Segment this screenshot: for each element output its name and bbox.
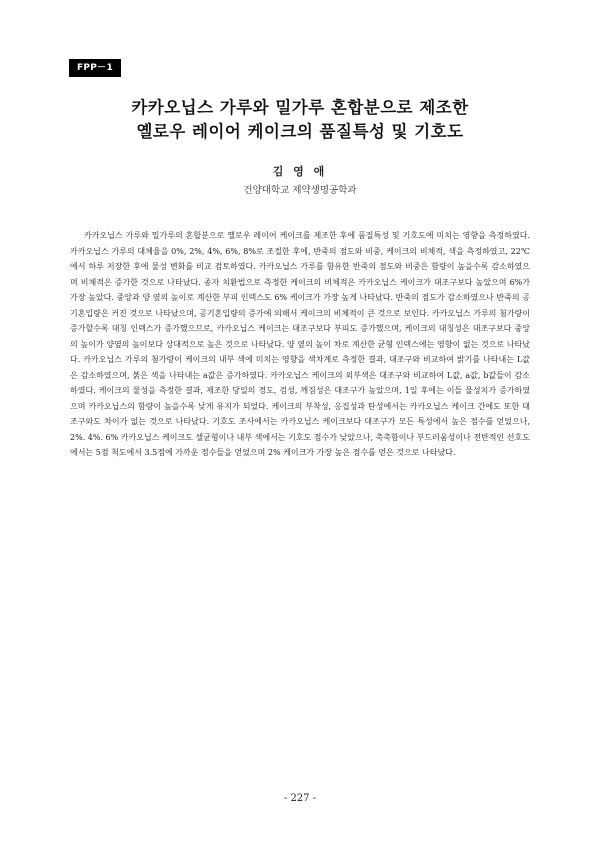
paper-title-line-2: 옐로우 레이어 케이크의 품질특성 및 기호도 — [136, 122, 464, 141]
author-affiliation: 건양대학교 제약생명공학과 — [243, 185, 357, 196]
author-name: 김 영 애 — [272, 165, 328, 178]
paper-title-line-1: 카카오닙스 가루와 밀가루 혼합분으로 제조한 — [131, 98, 469, 117]
abstract-text: 카카오닙스 가루와 밀가루의 혼합분으로 옐로우 레이어 케이크를 제조한 후에 품질특성 및 기호도에 미치는 영향을 측정하였다. 카카오닙스 가루의 대체율을 0%, 2%, 4%, 6%, 8%로 조절한 후에, 반죽의 점도와 비중, 케이크의 비체적, 색을 측정하였고, 22℃에서 하루 저장한 후에 물성 변화를 비교 검토하였다. 카카오닙스 가루를 함유한 반죽의 점도와 비중은 함량이 높을수록 감소하였으며 비체적은 증가한 것으로 나타났다. 종자 치환법으로 측정한 케이크의 비체적은 카카오닙스 케이크가 대조구보다 높았으며 6%가 가장 높았다. 중앙과 양 옆의 높이로 계산한 부피 인덱스도 6% 케이크가 가장 높게 나타났다. 반죽의 점도가 감소하였으나 반죽의 공기혼입량은 커진 것으로 나타났으며, 공기혼입량의 증가에 의해서 케이크의 비체적이 큰 것으로 보인다. 카카오닙스 가루의 첨가량이 증가할수록 대칭 인덱스가 증가했으므로, 카카오닙스 케이크는 대조구보다 부피도 증가했으며, 케이크의 대칭성은 대조구보다 중앙의 높이가 양옆의 높이보다 상대적으로 높은 것으로 나타났다. 양 옆의 높이 차로 계산한 균형 인덱스에는 영향이 없는 것으로 나타났다. 카카오닙스 가루의 첨가량이 케이크의 내부 색에 미치는 영향을 색차계로 측정한 결과, 대조구와 비교하여 밝기를 나타내는 L값은 감소하였으며, 붉은 색을 나타내는 a값은 증가하였다. 카카오닙스 케이크의 외부색은 대조구와 비교하여 L값, a값, b값들이 감소하였다. 케이크의 물성을 측정한 결과, 제조한 당일의 경도, 검성, 깨짐성은 대조구가 높았으며, 1일 후에는 이들 물성치가 증가하였으며 카카오닙스의 함량이 높을수록 낮게 유지가 되었다. 케이크의 부착성, 응집성과 탄성에서는 카카오닙스 케이크 간에도 또한 대조구와도 차이가 없는 것으로 나타났다. 기호도 조사에서는 카카오닙스 케이크보다 대조구가 모든 특성에서 높은 점수를 얻었으나, 2%. 4%. 6% 카카오닙스 케이크도 셀균형이나 내부 색에서는 기호도 점수가 낮았으나, 촉촉함이나 부드러움성이나 전반적인 선호도에서는 5점 척도에서 3.5점에 가까운 점수들을 얻었으며 2% 케이크가 가장 높은 점수를 얻은 것으로 나타났다. — [70, 231, 530, 457]
page-number: - 227 - — [283, 793, 317, 804]
session-code-badge: FPP－1 — [69, 59, 121, 77]
